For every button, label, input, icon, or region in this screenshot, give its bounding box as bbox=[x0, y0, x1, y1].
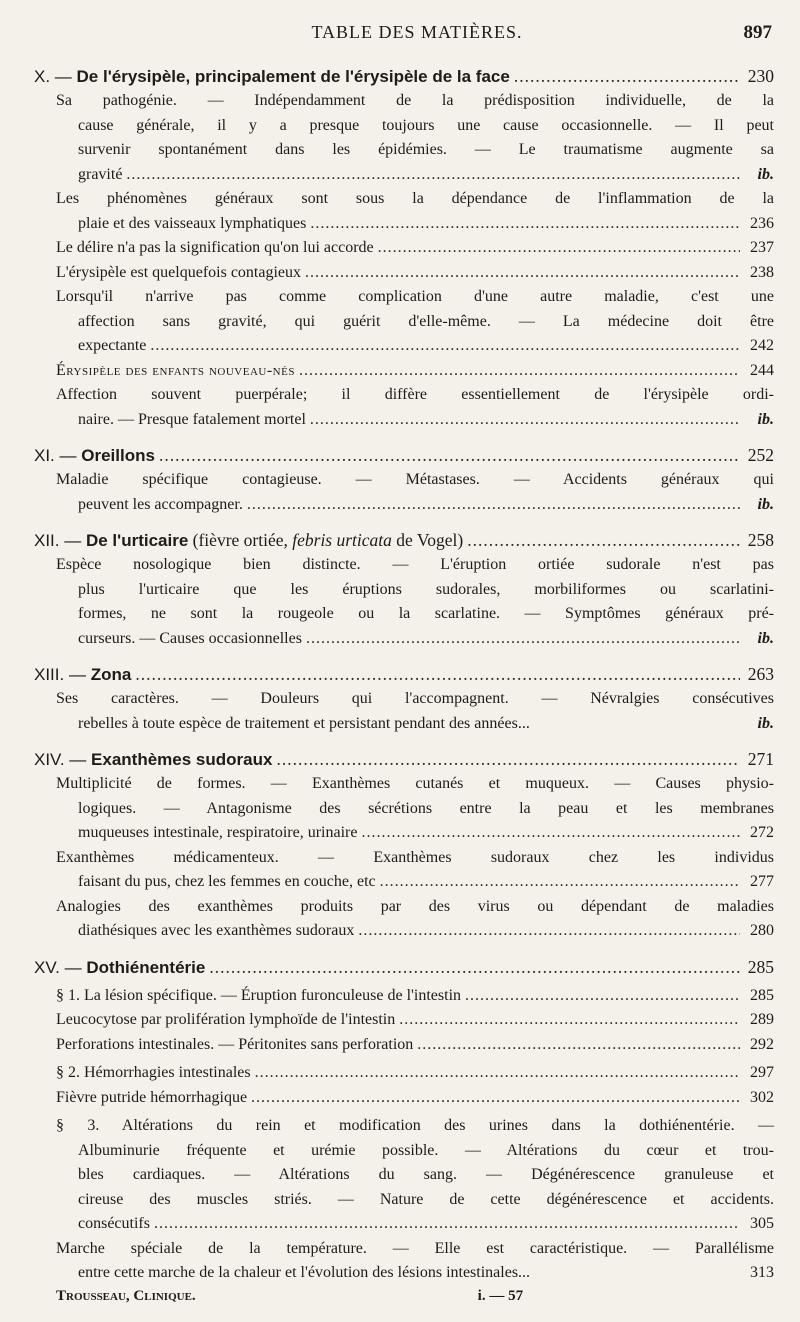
toc-entry: Ses caractères. — Douleurs qui l'accompagnent. — Névralgies consécutives rebelles à toute espèce de traitement et persistant pendant des années... ib. bbox=[56, 690, 774, 732]
footer-signature: i. — 57 bbox=[477, 1287, 524, 1304]
header-page-number: 897 bbox=[743, 22, 772, 43]
toc-entry: Maladie spécifique contagieuse. — Métastases. — Accidents généraux qui peuvent les accompagner. ..... ib. bbox=[56, 468, 774, 517]
toc-entry: Espèce nosologique bien distincte. — L'éruption ortiée sudorale n'est pas plus l'urticaire que les éruptions sudorales, morbiliformes ou scarlatini- formes, ne sont la rougeole ou la scarlatine. — Symptômes généraux pré- curseurs. — Causes occasionnelles ..... ib. bbox=[56, 553, 774, 651]
section-xiii-heading: XIII. — Zona ..... 263 bbox=[34, 662, 774, 687]
toc-entry: § 1. La lésion spécifique. — Éruption furonculeuse de l'intestin ..... 285 bbox=[56, 984, 774, 1009]
leader-dots bbox=[514, 64, 740, 88]
toc-entry: § 3. Altérations du rein et modification des urines dans la dothiénentérie. — Albuminurie fréquente et urémie possible. — Altérations du cœur et trou- bles cardiaques. — Altérations du sang. — Dégénérescence granuleuse et cireuse des muscles striés. — Nature de cette dégénérescence et accidents. consécutifs ..... 305 bbox=[56, 1114, 774, 1237]
toc-entry: Les phénomènes généraux sont sous la dépendance de l'inflammation de la plaie et des vaisseaux lymphatiques ..... 236 bbox=[56, 187, 774, 236]
toc-entry: Perforations intestinales. — Péritonites sans perforation ..... 292 bbox=[56, 1033, 774, 1058]
toc-entry: Analogies des exanthèmes produits par des virus ou dépendant de maladies diathésiques avec les exanthèmes sudoraux ..... 280 bbox=[56, 895, 774, 944]
toc-entry: Lorsqu'il n'arrive pas comme complication d'une autre maladie, c'est une affection sans gravité, qui guérit d'elle-même. — La médecine doit être expectante ..... 242 bbox=[56, 285, 774, 359]
toc-entry: Sa pathogénie. — Indépendamment de la prédisposition individuelle, de la cause générale, il y a presque toujours une cause occasionnelle. — Il peut survenir spontanément dans les épidémies. — Le traumatisme augmente sa gravité ..... ib. bbox=[56, 89, 774, 187]
section-xiv-heading: XIV. — Exanthèmes sudoraux ..... 271 bbox=[34, 747, 774, 772]
table-of-contents bbox=[34, 64, 774, 1305]
header-title: TABLE DES MATIÈRES. bbox=[311, 22, 523, 42]
section-xv-heading: XV. — Dothiénentérie ..... 285 bbox=[34, 955, 774, 980]
page-ref: 230 bbox=[747, 66, 774, 86]
page-footer bbox=[56, 1288, 774, 1305]
toc-entry: § 2. Hémorrhagies intestinales ..... 297 bbox=[56, 1061, 774, 1086]
toc-entry: Leucocytose par prolifération lymphoïde de l'intestin ..... 289 bbox=[56, 1008, 774, 1033]
section-xii-heading: XII. — De l'urticaire (fièvre ortiée, febris urticata de Vogel) ..... 258 bbox=[34, 528, 774, 553]
toc-entry: Exanthèmes médicamenteux. — Exanthèmes sudoraux chez les individus faisant du pus, chez les femmes en couche, etc ..... 277 bbox=[56, 846, 774, 895]
section-xi-heading: XI. — Oreillons ..... 252 bbox=[34, 443, 774, 468]
toc-entry: Multiplicité de formes. — Exanthèmes cutanés et muqueux. — Causes physio- logiques. — Antagonisme des sécrétions entre la peau et les membranes muqueuses intestinale, respiratoire, urinaire ..... 272 bbox=[56, 772, 774, 846]
section-x-heading: X. — De l'érysipèle, principalement de l'érysipèle de la face ..... 230 bbox=[34, 64, 774, 89]
toc-entry: L'érysipèle est quelquefois contagieux ..... 238 bbox=[56, 261, 774, 286]
footer-author: Trousseau, Clinique. bbox=[56, 1287, 196, 1304]
toc-entry: Le délire n'a pas la signification qu'on lui accorde ..... 237 bbox=[56, 236, 774, 261]
running-header bbox=[62, 22, 772, 50]
toc-entry: Affection souvent puerpérale; il diffère essentiellement de l'érysipèle ordi- naire. — Presque fatalement mortel ..... ib. bbox=[56, 383, 774, 432]
toc-entry: Fièvre putride hémorrhagique ..... 302 bbox=[56, 1086, 774, 1111]
toc-entry: Érysipèle des enfants nouveau-nés ..... 244 bbox=[56, 359, 774, 384]
toc-entry: Marche spéciale de la température. — Elle est caractéristique. — Parallélisme entre cette marche de la chaleur et l'évolution des lésions intestinales... 313 bbox=[56, 1239, 774, 1281]
